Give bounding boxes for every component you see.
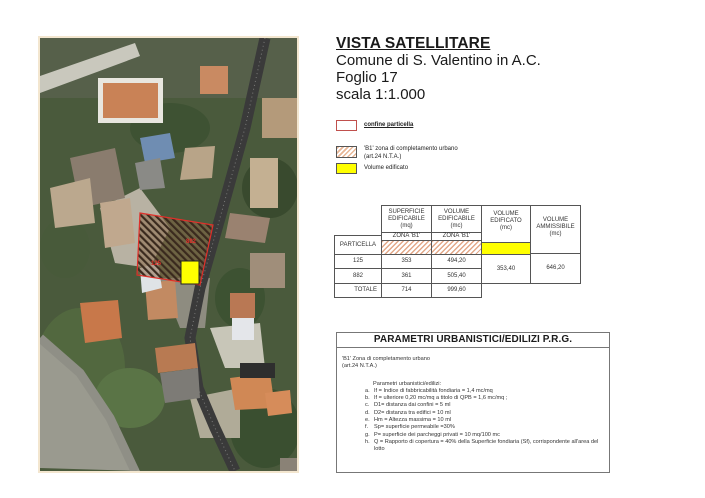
legend-label: Volume edificato [364, 165, 409, 171]
cell-superficie: 361 [381, 268, 432, 284]
param-letter: a. [365, 387, 370, 394]
legend-item-confine [336, 120, 413, 131]
header-text: (mc) [549, 231, 562, 237]
header-text: AMMISSIBILE [536, 224, 575, 230]
header-volume-edificabile [431, 205, 482, 233]
satellite-map [40, 38, 297, 471]
header-volume-edificato [481, 205, 531, 243]
legend-label-line: 'B1' zona di completamento urbano [364, 146, 458, 152]
header-volume-ammissibile [530, 205, 581, 254]
param-letter: d. [365, 409, 370, 416]
parcel-outline [137, 213, 213, 285]
param-item [365, 402, 609, 409]
param-letter: h. [365, 438, 370, 445]
cell-volume-edificato: 353,40 [481, 254, 531, 284]
title-block [336, 35, 541, 103]
legend-label [364, 146, 458, 161]
param-text: Sp= superficie permeabile =30% [374, 424, 455, 431]
yellow-swatch-icon [336, 163, 357, 174]
header-text: VOLUME [542, 217, 569, 223]
param-item [365, 439, 609, 454]
param-text: Hm = Altezza massima = 10 ml [374, 417, 452, 424]
cell-totale-volume: 999,60 [431, 283, 482, 298]
legend-label-line: (art.24 N.T.A.) [364, 153, 402, 160]
param-letter: b. [365, 395, 370, 402]
satellite-image [40, 38, 297, 471]
zona-hatch-swatch [381, 240, 432, 255]
legend-item-zona-b1 [336, 146, 458, 161]
header-particella: PARTICELLA [334, 235, 382, 255]
header-text: (mc) [500, 225, 512, 231]
parametri-list [342, 388, 609, 454]
param-text: Q = Rapporto di copertura = 40% della Superficie fondiaria (Sf), corrispondente all'area del lotto [374, 438, 599, 453]
param-text: P= superficie dei parcheggi privati = 10 mq/100 mc [374, 431, 500, 438]
param-text: D1= distanza dai confini = 5 ml [374, 402, 451, 409]
cell-totale-label: TOTALE [334, 283, 382, 298]
confine-swatch-icon [336, 120, 357, 131]
header-text: VOLUME [493, 211, 519, 217]
param-letter: f. [365, 424, 369, 431]
page-title: VISTA SATELLITARE [336, 35, 491, 52]
param-item [365, 410, 609, 417]
zona-article: (art.24 N.T.A.) [342, 363, 377, 370]
param-text: If = ulteriore 0,20 mc/mq a titolo di QPB = 1,6 mc/mq ; [374, 395, 508, 402]
header-text: EDIFICABILE [438, 215, 475, 222]
cell-volume-edificabile: 494,20 [431, 254, 482, 269]
cell-particella: 125 [334, 254, 382, 269]
parametri-title: PARAMETRI URBANISTICI/EDILIZI P.R.G. [337, 333, 609, 348]
header-text: SUPERFICIE [388, 208, 425, 215]
satellite-image-frame [38, 36, 299, 473]
param-letter: c. [365, 402, 370, 409]
zona-hatch-swatch [431, 240, 482, 255]
parcel-label-882: 882 [186, 239, 197, 245]
legend-item-volume [336, 163, 408, 174]
cell-volume-ammissibile: 646,20 [530, 253, 581, 284]
comune-line: Comune di S. Valentino in A.C. [336, 52, 541, 69]
param-item [365, 424, 609, 431]
cell-totale-superficie: 714 [381, 283, 432, 298]
header-text: (mq) [400, 222, 413, 229]
param-item [365, 417, 609, 424]
zona-b1-label: ZONA 'B1' [381, 232, 432, 240]
parametri-subtitle: Parametri urbanistici/edilizi: [373, 380, 442, 387]
header-text: VOLUME [443, 208, 470, 215]
parcel-label-125: 125 [151, 261, 162, 267]
scala-line: scala 1:1.000 [336, 86, 426, 103]
header-text: EDIFICABILE [388, 215, 425, 222]
volume-edificato-marker [181, 261, 199, 284]
foglio-line: Foglio 17 [336, 69, 398, 86]
zona-line: 'B1' Zona di completamento urbano [342, 356, 430, 362]
cell-particella: 882 [334, 268, 382, 284]
param-item [365, 395, 609, 402]
param-text: If = Indice di fabbricabilità fondiaria = 1,4 mc/mq [374, 387, 493, 394]
parametri-box [336, 332, 610, 473]
parametri-body [337, 348, 609, 454]
hatch-swatch-icon [336, 146, 357, 158]
header-text: EDIFICATO [490, 218, 522, 224]
cell-volume-edificabile: 505,40 [431, 268, 482, 284]
param-item [365, 388, 609, 395]
header-text: (mc) [450, 222, 463, 229]
param-item [365, 432, 609, 439]
param-letter: e. [365, 417, 370, 424]
header-superficie [381, 205, 432, 233]
cell-superficie: 353 [381, 254, 432, 269]
zona-b1-label: ZONA 'B1' [431, 232, 482, 240]
legend-label: confine particella [364, 122, 414, 128]
param-text: D2= distanza tra edifici = 10 ml [374, 409, 451, 416]
param-letter: g. [365, 431, 370, 438]
